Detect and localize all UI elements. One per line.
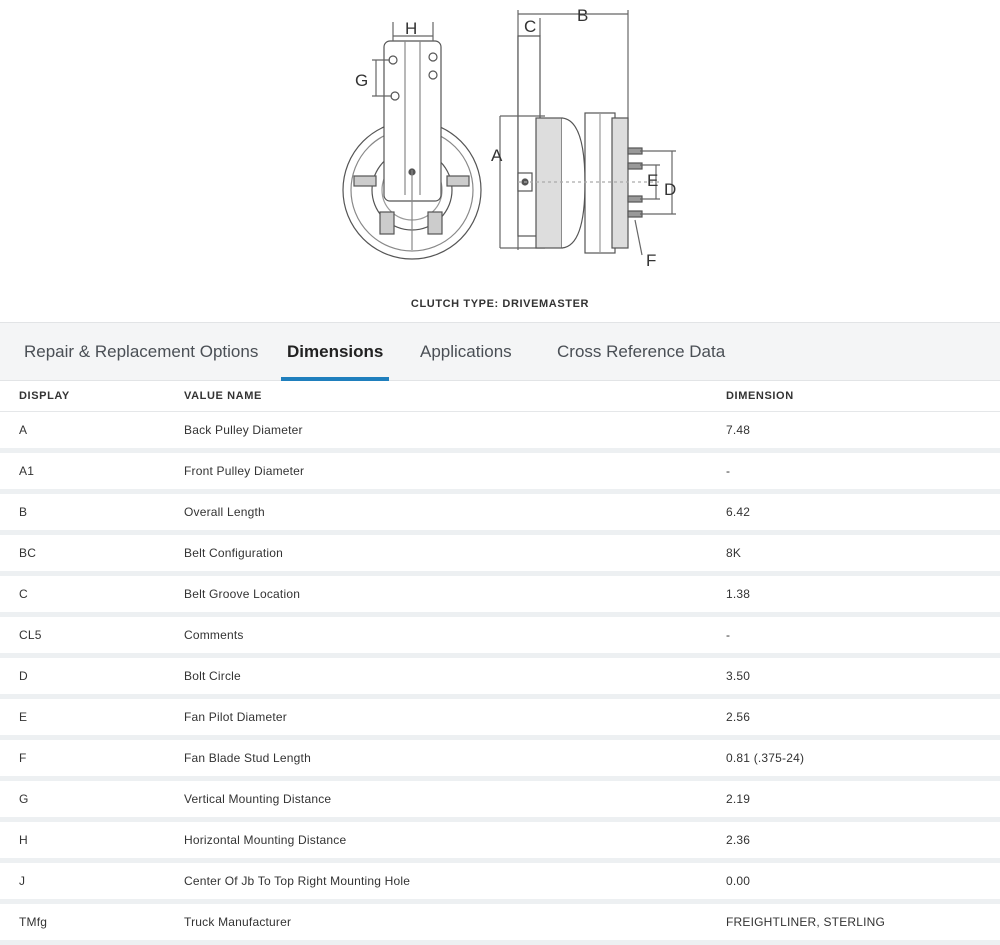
label-e: E (647, 171, 659, 190)
cell-dimension: - (669, 615, 1000, 656)
cell-display: C (0, 574, 165, 615)
label-b: B (577, 6, 589, 25)
cell-dimension: 0.81 (.375-24) (669, 738, 1000, 779)
cell-value-name: Belt Configuration (165, 533, 669, 574)
tab-bar (0, 322, 1000, 381)
cell-dimension: 7.48 (669, 412, 1000, 451)
side-view (500, 10, 676, 255)
header-display: DISPLAY (0, 381, 165, 412)
table-row (0, 451, 1000, 492)
cell-display: B (0, 492, 165, 533)
cell-value-name: Comments (165, 615, 669, 656)
table-row (0, 738, 1000, 779)
tab-applications[interactable]: Applications (420, 342, 512, 361)
cell-display: E (0, 697, 165, 738)
cell-display: J (0, 861, 165, 902)
cell-dimension: 2.36 (669, 820, 1000, 861)
cell-value-name: Vertical Mounting Distance (165, 779, 669, 820)
cell-display: H (0, 820, 165, 861)
cell-dimension: 0.00 (669, 861, 1000, 902)
cell-value-name: Fan Pilot Diameter (165, 697, 669, 738)
cell-display: D (0, 656, 165, 697)
cell-dimension: - (669, 451, 1000, 492)
label-a: A (491, 146, 503, 165)
table-row (0, 902, 1000, 943)
cell-display: F (0, 738, 165, 779)
table-row (0, 779, 1000, 820)
cell-value-name: Overall Length (165, 492, 669, 533)
cell-dimension: 6.42 (669, 492, 1000, 533)
cell-value-name: Truck Manufacturer (165, 902, 669, 943)
clutch-drawing (0, 0, 1000, 300)
table-row (0, 615, 1000, 656)
cell-dimension: 8K (669, 533, 1000, 574)
table-row (0, 861, 1000, 902)
table-row (0, 574, 1000, 615)
cell-value-name: Horizontal Mounting Distance (165, 820, 669, 861)
label-c: C (524, 17, 537, 36)
dimensions-table (0, 381, 1000, 945)
cell-display: A (0, 412, 165, 451)
table-row (0, 697, 1000, 738)
clutch-type-caption: CLUTCH TYPE: DRIVEMASTER (410, 298, 590, 310)
tab-repair-replacement[interactable]: Repair & Replacement Options (24, 342, 259, 361)
cell-value-name: Back Pulley Diameter (165, 412, 669, 451)
cell-value-name: Front Pulley Diameter (165, 451, 669, 492)
cell-dimension: FREIGHTLINER, STERLING (669, 902, 1000, 943)
cell-display: BC (0, 533, 165, 574)
table-header-row (0, 381, 1000, 412)
cell-display: CL5 (0, 615, 165, 656)
cell-dimension: 2.19 (669, 779, 1000, 820)
cell-value-name: Bolt Circle (165, 656, 669, 697)
cell-dimension: 2.56 (669, 697, 1000, 738)
tab-dimensions[interactable]: Dimensions (287, 323, 383, 380)
cell-dimension: 3.50 (669, 656, 1000, 697)
tab-cross-reference[interactable]: Cross Reference Data (557, 342, 726, 361)
table-row (0, 533, 1000, 574)
front-view (343, 22, 481, 259)
clutch-diagram (0, 0, 1000, 322)
cell-value-name: Center Of Jb To Top Right Mounting Hole (165, 861, 669, 902)
table-body (0, 412, 1000, 943)
cell-value-name: Fan Blade Stud Length (165, 738, 669, 779)
label-f: F (646, 251, 657, 270)
table-row (0, 492, 1000, 533)
cell-value-name: Belt Groove Location (165, 574, 669, 615)
table-row (0, 656, 1000, 697)
table-row (0, 820, 1000, 861)
label-d: D (664, 180, 677, 199)
cell-display: TMfg (0, 902, 165, 943)
label-h: H (405, 19, 418, 38)
header-dimension: DIMENSION (669, 381, 1000, 412)
cell-display: G (0, 779, 165, 820)
cell-display: A1 (0, 451, 165, 492)
header-value-name: VALUE NAME (165, 381, 669, 412)
table-row (0, 412, 1000, 451)
label-g: G (355, 71, 369, 90)
cell-dimension: 1.38 (669, 574, 1000, 615)
